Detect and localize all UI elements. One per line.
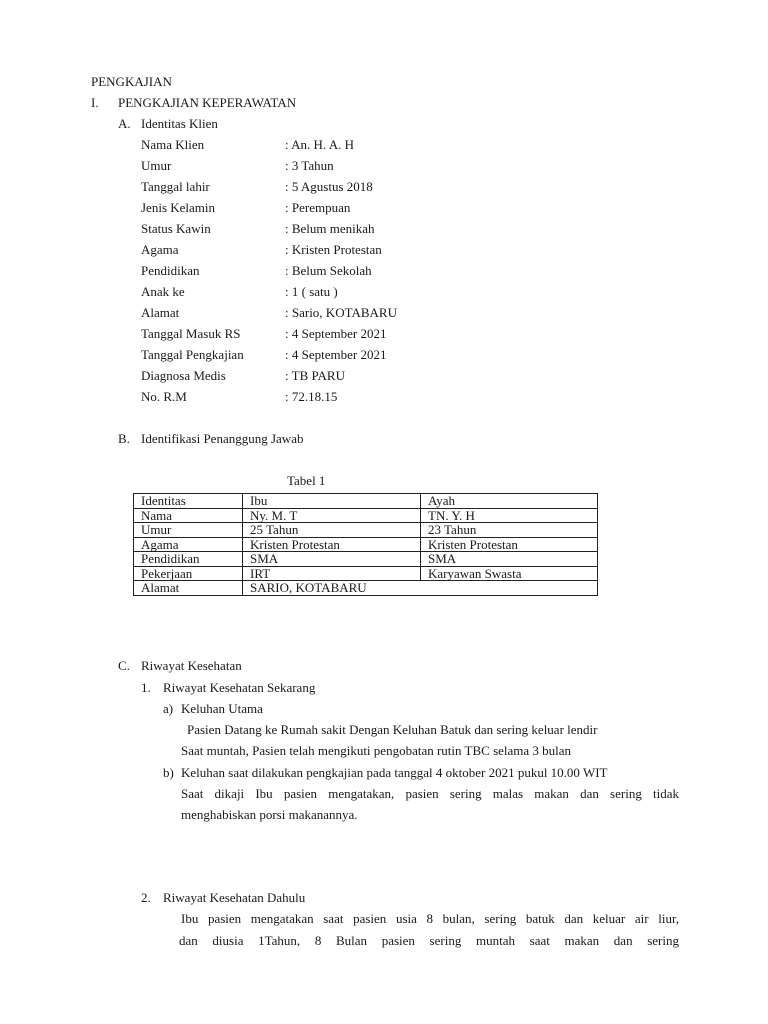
paragraph-line: Saat dikaji Ibu pasien mengatakan, pasien sering malas makan dan sering tidak xyxy=(181,786,679,801)
table-cell: SMA xyxy=(421,552,598,567)
table-caption: Tabel 1 xyxy=(287,473,326,488)
identity-label: Tanggal Masuk RS xyxy=(141,326,241,341)
subsection-letter: A. xyxy=(118,116,131,131)
table-header-row xyxy=(134,494,598,509)
subitem-title: Keluhan saat dilakukan pengkajian pada tanggal 4 oktober 2021 pukul 10.00 WIT xyxy=(181,765,608,780)
subitem-title: Keluhan Utama xyxy=(181,701,263,716)
table-row xyxy=(134,523,598,538)
subsection-title: Identitas Klien xyxy=(141,116,218,131)
table-cell: Identitas xyxy=(134,494,243,509)
table-cell: Pekerjaan xyxy=(134,566,243,581)
identity-label: Status Kawin xyxy=(141,221,211,236)
identity-value: : Belum menikah xyxy=(285,221,375,236)
document-heading: PENGKAJIAN xyxy=(91,74,172,89)
identity-value: : 4 September 2021 xyxy=(285,326,387,341)
paragraph-line: menghabiskan porsi makanannya. xyxy=(181,807,358,822)
table-cell: IRT xyxy=(243,566,421,581)
identity-label: Anak ke xyxy=(141,284,185,299)
identity-value: : 72.18.15 xyxy=(285,389,338,404)
table-cell: Ayah xyxy=(421,494,598,509)
subsection-title: Identifikasi Penanggung Jawab xyxy=(141,431,304,446)
subitem-label: a) xyxy=(163,701,174,716)
table-cell: Kristen Protestan xyxy=(243,537,421,552)
identity-value: : An. H. A. H xyxy=(285,137,354,152)
identity-label: Jenis Kelamin xyxy=(141,200,216,215)
identity-label: Agama xyxy=(141,242,179,257)
table-cell: Pendidikan xyxy=(134,552,243,567)
table-cell: 23 Tahun xyxy=(421,523,598,538)
item-title: Riwayat Kesehatan Dahulu xyxy=(163,890,306,905)
table-cell: Ibu xyxy=(243,494,421,509)
identity-label: Tanggal lahir xyxy=(141,179,210,194)
table-cell: Agama xyxy=(134,537,243,552)
table-row xyxy=(134,537,598,552)
table-cell: Karyawan Swasta xyxy=(421,566,598,581)
table-cell: Alamat xyxy=(134,581,243,596)
table-row xyxy=(134,581,598,596)
table-row xyxy=(134,566,598,581)
identity-label: Pendidikan xyxy=(141,263,200,278)
subsection-letter: C. xyxy=(118,658,130,673)
identity-label: Nama Klien xyxy=(141,137,205,152)
identity-value: : 4 September 2021 xyxy=(285,347,387,362)
table-row xyxy=(134,552,598,567)
identity-value: : Kristen Protestan xyxy=(285,242,382,257)
table-cell: 25 Tahun xyxy=(243,523,421,538)
paragraph-line: Pasien Datang ke Rumah sakit Dengan Keluhan Batuk dan sering keluar lendir xyxy=(187,722,598,737)
item-title: Riwayat Kesehatan Sekarang xyxy=(163,680,316,695)
table-cell: Nama xyxy=(134,508,243,523)
identity-value: : Perempuan xyxy=(285,200,351,215)
section-number: I. xyxy=(91,95,99,110)
paragraph-line: Saat muntah, Pasien telah mengikuti pengobatan rutin TBC selama 3 bulan xyxy=(181,743,572,758)
identity-value: : 5 Agustus 2018 xyxy=(285,179,373,194)
identity-value: : Belum Sekolah xyxy=(285,263,372,278)
table-cell: SMA xyxy=(243,552,421,567)
item-number: 2. xyxy=(141,890,151,905)
identity-value: : Sario, KOTABARU xyxy=(285,305,397,320)
subitem-label: b) xyxy=(163,765,174,780)
identity-label: Umur xyxy=(141,158,172,173)
identity-label: Tanggal Pengkajian xyxy=(141,347,244,362)
identity-label: Diagnosa Medis xyxy=(141,368,226,383)
paragraph-line: dan diusia 1Tahun, 8 Bulan pasien sering muntah saat makan dan sering xyxy=(179,933,679,948)
table-cell: Umur xyxy=(134,523,243,538)
table-cell: TN. Y. H xyxy=(421,508,598,523)
subsection-title: Riwayat Kesehatan xyxy=(141,658,242,673)
table-row xyxy=(134,508,598,523)
paragraph-line: Ibu pasien mengatakan saat pasien usia 8 bulan, sering batuk dan keluar air liur, xyxy=(181,911,679,926)
identity-label: Alamat xyxy=(141,305,180,320)
subsection-letter: B. xyxy=(118,431,130,446)
table-cell: Kristen Protestan xyxy=(421,537,598,552)
identity-value: : 3 Tahun xyxy=(285,158,334,173)
identity-value: : TB PARU xyxy=(285,368,345,383)
identity-label: No. R.M xyxy=(141,389,187,404)
item-number: 1. xyxy=(141,680,151,695)
guardian-table xyxy=(133,493,598,596)
table-cell: SARIO, KOTABARU xyxy=(243,581,598,596)
identity-value: : 1 ( satu ) xyxy=(285,284,338,299)
section-title: PENGKAJIAN KEPERAWATAN xyxy=(118,95,297,110)
table-cell: Ny. M. T xyxy=(243,508,421,523)
